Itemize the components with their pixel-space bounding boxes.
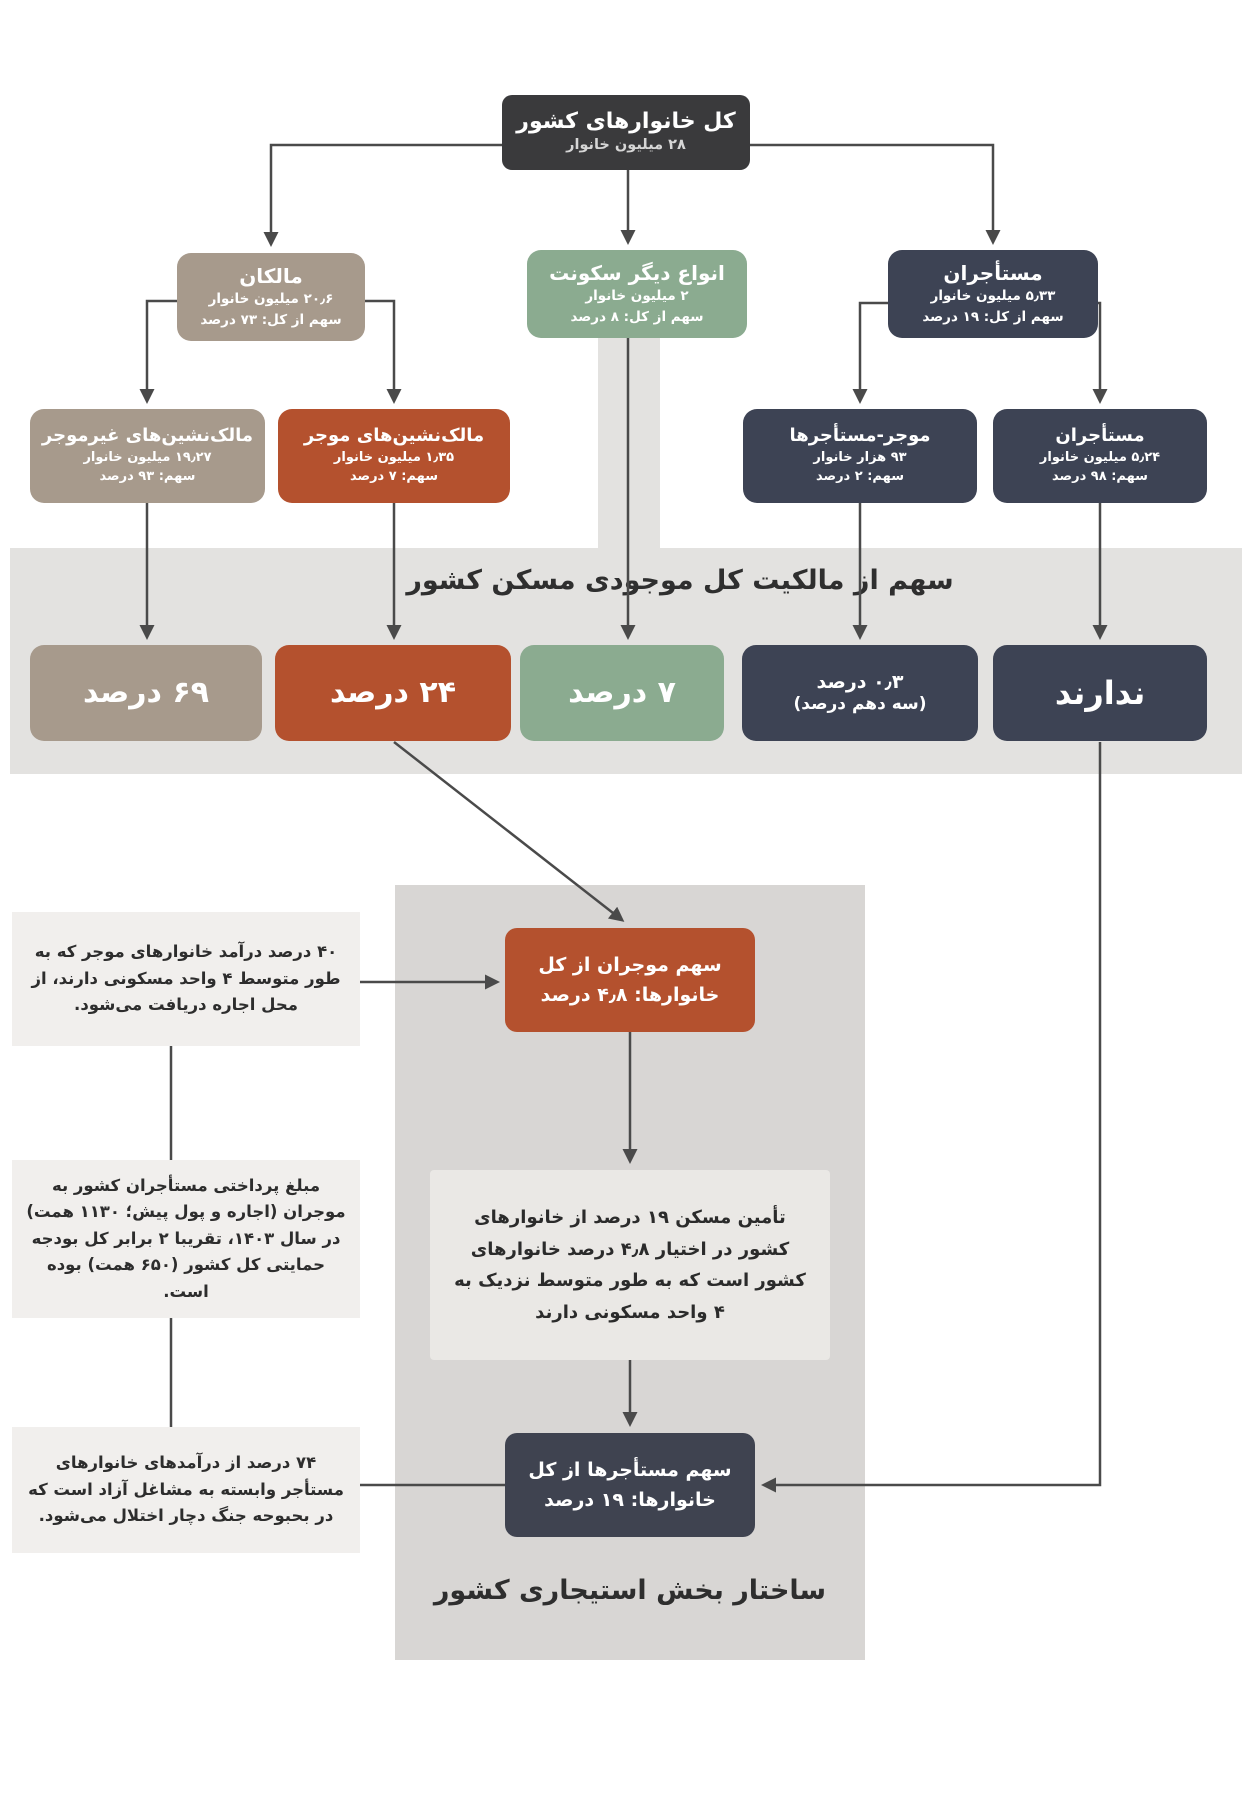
share-69-box <box>30 645 262 741</box>
ownership-band-title: سهم از مالکیت کل موجودی مسکن کشور <box>406 565 954 596</box>
tenants-box <box>888 250 1098 338</box>
share-7-box <box>520 645 724 741</box>
tenants-count: ۵٫۳۳ میلیون خانوار <box>930 288 1056 305</box>
owner-non-landlord-count: ۱۹٫۲۷ میلیون خانوار <box>83 449 212 465</box>
owner-non-landlord-share: سهم: ۹۳ درصد <box>99 469 196 485</box>
share-0-3-label: ۰٫۳ درصد <box>816 670 904 693</box>
other-residence-box <box>527 250 747 338</box>
annotation-war-impact: ۷۴ درصد از درآمدهای خانوارهای مستأجر وابسته به مشاغل آزاد است که در بحبوحه جنگ دچار اختلال می‌شود. <box>12 1427 360 1553</box>
owner-non-landlord-title: مالک‌نشین‌های غیرموجر <box>41 425 254 447</box>
tenants-share: سهم از کل: ۱۹ درصد <box>922 308 1064 325</box>
pure-tenants-count: ۵٫۲۴ میلیون خانوار <box>1039 449 1161 465</box>
share-0-3-box <box>742 645 978 741</box>
arrow-owners-to-nonlandlord <box>147 301 177 401</box>
landlords-share-box: سهم موجران از کل خانوارها: ۴٫۸ درصد <box>505 928 755 1032</box>
landlord-tenants-title: موجر-مستأجرها <box>789 425 931 447</box>
green-column-strip <box>598 336 660 550</box>
share-none-label: ندارند <box>1054 674 1146 712</box>
other-residence-title: انواع دیگر سکونت <box>549 261 725 286</box>
owner-landlord-box <box>278 409 510 503</box>
landlord-tenants-count: ۹۳ هزار خانوار <box>813 449 907 465</box>
tenants-share-box: سهم مستأجرها از کل خانوارها: ۱۹ درصد <box>505 1433 755 1537</box>
arrow-tenants-to-landlordtenants <box>860 303 888 401</box>
share-69-label: ۶۹ درصد <box>82 675 210 711</box>
owner-landlord-title: مالک‌نشین‌های موجر <box>303 425 485 447</box>
root-total-households-box <box>502 95 750 170</box>
owner-non-landlord-box <box>30 409 265 503</box>
pure-tenants-share: سهم: ۹۸ درصد <box>1052 469 1148 485</box>
arrow-tenants-to-puretenants <box>1098 303 1100 401</box>
arrow-owners-to-landlord <box>365 301 394 401</box>
rental-section-title: ساختار بخش استیجاری کشور <box>433 1575 827 1606</box>
share-24-label: ۲۴ درصد <box>329 675 457 711</box>
owners-count: ۲۰٫۶ میلیون خانوار <box>208 291 334 308</box>
root-title: کل خانوارهای کشور <box>516 108 736 134</box>
annotation-rent-income: ۴۰ درصد درآمد خانوارهای موجر که به طور متوسط ۴ واحد مسکونی دارند، از محل اجاره دریافت می‌شود. <box>12 912 360 1046</box>
share-24-box <box>275 645 511 741</box>
pure-tenants-box <box>993 409 1207 503</box>
annotation-payment: مبلغ پرداختی مستأجران کشور به موجران (اجاره و پول پیش؛ ۱۱۳۰ همت) در سال ۱۴۰۳، تقریبا ۲ برابر کل بودجه حمایتی کل کشور (۶۵۰ همت) بوده است. <box>12 1160 360 1318</box>
owners-share: سهم از کل: ۷۳ درصد <box>200 311 342 328</box>
other-residence-share: سهم از کل: ۸ درصد <box>570 308 704 325</box>
arrow-root-to-tenants <box>750 145 993 242</box>
pure-tenants-title: مستأجران <box>1055 425 1145 447</box>
share-0-3-sublabel: (سه دهم درصد) <box>793 694 927 715</box>
owner-landlord-share: سهم: ۷ درصد <box>350 469 438 485</box>
share-none-box <box>993 645 1207 741</box>
landlord-tenants-share: سهم: ۲ درصد <box>816 469 904 485</box>
owner-landlord-count: ۱٫۳۵ میلیون خانوار <box>333 449 455 465</box>
owners-box <box>177 253 365 341</box>
rental-note-box: تأمین مسکن ۱۹ درصد از خانوارهای کشور در اختیار ۴٫۸ درصد خانوارهای کشور است که به طور متوسط نزدیک به ۴ واحد مسکونی دارند <box>430 1170 830 1360</box>
root-subtitle: ۲۸ میلیون خانوار <box>566 137 686 154</box>
other-residence-count: ۲ میلیون خانوار <box>585 288 689 305</box>
arrow-root-to-owners <box>271 145 502 244</box>
landlord-tenants-box <box>743 409 977 503</box>
owners-title: مالکان <box>239 264 303 289</box>
tenants-title: مستأجران <box>943 261 1043 286</box>
share-7-label: ۷ درصد <box>568 675 676 711</box>
